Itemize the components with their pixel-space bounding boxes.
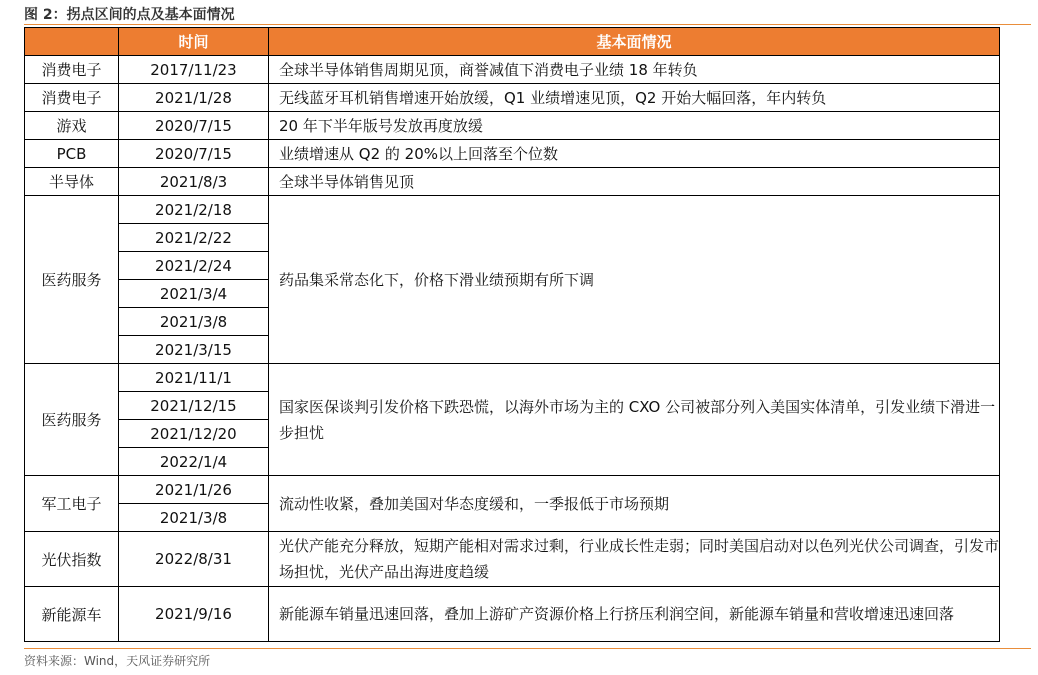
- date-cell: 2022/1/4: [119, 448, 269, 476]
- date-cell: 2021/12/20: [119, 420, 269, 448]
- description-cell: 无线蓝牙耳机销售增速开始放缓，Q1 业绩增速见顶，Q2 开始大幅回落，年内转负: [269, 84, 1000, 112]
- table-row: [25, 84, 1000, 112]
- table-row: [25, 56, 1000, 84]
- date-cell: 2020/7/15: [119, 112, 269, 140]
- source-note: 资料来源：Wind，天风证券研究所: [24, 654, 211, 668]
- category-cell: 游戏: [25, 112, 119, 140]
- description-cell: 药品集采常态化下，价格下滑业绩预期有所下调: [269, 196, 1000, 364]
- category-cell: PCB: [25, 140, 119, 168]
- category-cell: 半导体: [25, 168, 119, 196]
- description-cell: 流动性收紧，叠加美国对华态度缓和，一季报低于市场预期: [269, 476, 1000, 532]
- date-cell: 2021/11/1: [119, 364, 269, 392]
- date-cell: 2021/1/26: [119, 476, 269, 504]
- date-cell: 2020/7/15: [119, 140, 269, 168]
- header-basics: 基本面情况: [269, 28, 1000, 56]
- table-row: [25, 196, 1000, 224]
- category-cell: 军工电子: [25, 476, 119, 532]
- table-header-row: [25, 28, 1000, 56]
- description-cell: 光伏产能充分释放，短期产能相对需求过剩，行业成长性走弱；同时美国启动对以色列光伏公司调查，引发市场担忧，光伏产品出海进度趋缓: [269, 532, 1000, 587]
- description-cell: 全球半导体销售见顶: [269, 168, 1000, 196]
- table-row: [25, 364, 1000, 392]
- category-cell: 医药服务: [25, 196, 119, 364]
- date-cell: 2021/8/3: [119, 168, 269, 196]
- figure-title: 图 2：拐点区间的点及基本面情况: [24, 7, 235, 23]
- date-cell: 2017/11/23: [119, 56, 269, 84]
- table-row: [25, 476, 1000, 504]
- category-cell: 消费电子: [25, 84, 119, 112]
- date-cell: 2021/3/15: [119, 336, 269, 364]
- table-body: [25, 56, 1000, 642]
- date-cell: 2021/2/24: [119, 252, 269, 280]
- table-row: [25, 112, 1000, 140]
- date-cell: 2021/1/28: [119, 84, 269, 112]
- header-time: 时间: [119, 28, 269, 56]
- description-cell: 业绩增速从 Q2 的 20%以上回落至个位数: [269, 140, 1000, 168]
- category-cell: 消费电子: [25, 56, 119, 84]
- category-cell: 新能源车: [25, 587, 119, 642]
- table-row: [25, 587, 1000, 642]
- category-cell: 光伏指数: [25, 532, 119, 587]
- date-cell: 2021/3/4: [119, 280, 269, 308]
- date-cell: 2021/3/8: [119, 308, 269, 336]
- date-cell: 2021/3/8: [119, 504, 269, 532]
- top-rule: [24, 24, 1031, 25]
- date-cell: 2021/2/22: [119, 224, 269, 252]
- date-cell: 2022/8/31: [119, 532, 269, 587]
- table-row: [25, 168, 1000, 196]
- description-cell: 国家医保谈判引发价格下跌恐慌，以海外市场为主的 CXO 公司被部分列入美国实体清单，引发业绩下滑进一步担忧: [269, 364, 1000, 476]
- description-cell: 新能源车销量迅速回落，叠加上游矿产资源价格上行挤压利润空间，新能源车销量和营收增速迅速回落: [269, 587, 1000, 642]
- bottom-rule: [24, 648, 1031, 649]
- description-cell: 全球半导体销售周期见顶，商誉减值下消费电子业绩 18 年转负: [269, 56, 1000, 84]
- date-cell: 2021/2/18: [119, 196, 269, 224]
- description-cell: 20 年下半年版号发放再度放缓: [269, 112, 1000, 140]
- date-cell: 2021/9/16: [119, 587, 269, 642]
- turning-points-table: [24, 27, 1000, 642]
- header-category: [25, 28, 119, 56]
- date-cell: 2021/12/15: [119, 392, 269, 420]
- table-row: [25, 532, 1000, 587]
- table-row: [25, 140, 1000, 168]
- category-cell: 医药服务: [25, 364, 119, 476]
